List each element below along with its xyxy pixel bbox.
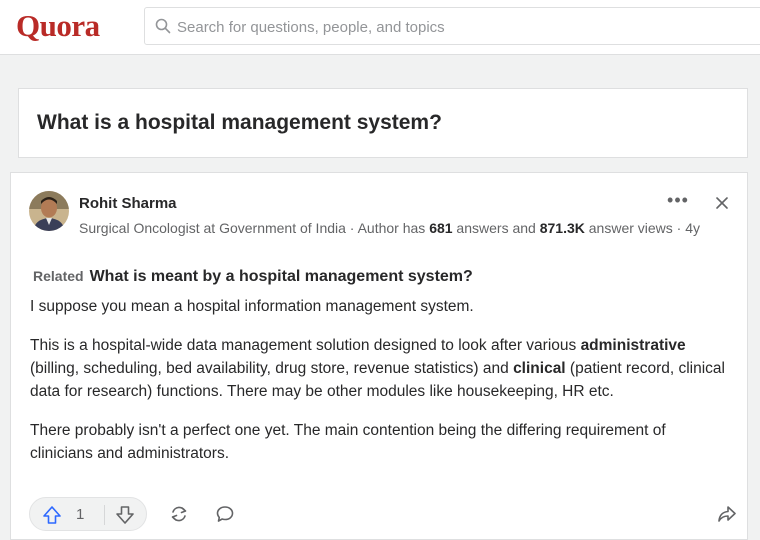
upvote-arrow-icon[interactable] (42, 505, 62, 525)
avatar-image (29, 191, 69, 231)
question-title[interactable]: What is a hospital management system? (37, 111, 442, 134)
top-navigation-bar (0, 0, 760, 55)
credential-prefix: Surgical Oncologist at Government of India · Author has (79, 220, 430, 236)
answer-paragraph-1: I suppose you mean a hospital information management system. (30, 298, 474, 315)
paragraph-text: This is a hospital-wide data management solution designed to look after various (30, 337, 581, 354)
question-card (18, 88, 748, 158)
downvote-arrow-icon[interactable] (115, 505, 135, 525)
author-credential (79, 218, 719, 238)
bold-term-administrative: administrative (580, 337, 686, 354)
answer-paragraph-2 (30, 334, 730, 403)
credential-suffix: answer views · 4y (584, 220, 701, 236)
answer-action-bar (29, 497, 739, 531)
answer-body (30, 295, 730, 481)
views-count: 871.3K (539, 220, 585, 236)
author-name[interactable]: Rohit Sharma (79, 195, 177, 212)
vote-divider (104, 505, 105, 525)
reshare-icon[interactable] (169, 504, 189, 524)
close-icon[interactable] (714, 195, 730, 211)
answer-card (10, 172, 748, 540)
upvote-count: 1 (76, 506, 85, 523)
answers-count: 681 (429, 220, 453, 236)
author-avatar[interactable] (29, 191, 69, 231)
bold-term-clinical: clinical (513, 360, 566, 377)
related-question-link[interactable]: What is meant by a hospital management system? (89, 268, 473, 285)
related-tag: Related (33, 268, 84, 284)
answer-paragraph-3: There probably isn't a perfect one yet. The main contention being the differing requirement of clinicians and administrators. (30, 422, 666, 462)
search-box[interactable] (144, 7, 760, 45)
more-options-button[interactable]: ••• (667, 190, 689, 210)
credential-mid: answers and (452, 220, 540, 236)
related-question-line (33, 268, 473, 286)
vote-pill (29, 497, 147, 531)
comment-icon[interactable] (215, 504, 235, 524)
quora-logo[interactable]: Quora (16, 8, 100, 43)
paragraph-text: (billing, scheduling, bed availability, drug store, revenue statistics) and (30, 360, 514, 377)
share-arrow-icon[interactable] (717, 504, 737, 524)
search-icon (155, 18, 171, 34)
search-input[interactable] (175, 15, 739, 39)
paragraph-text: (patient record, clinical data for research) functions. There may be other modules like housekeeping, HR etc. (30, 360, 725, 400)
